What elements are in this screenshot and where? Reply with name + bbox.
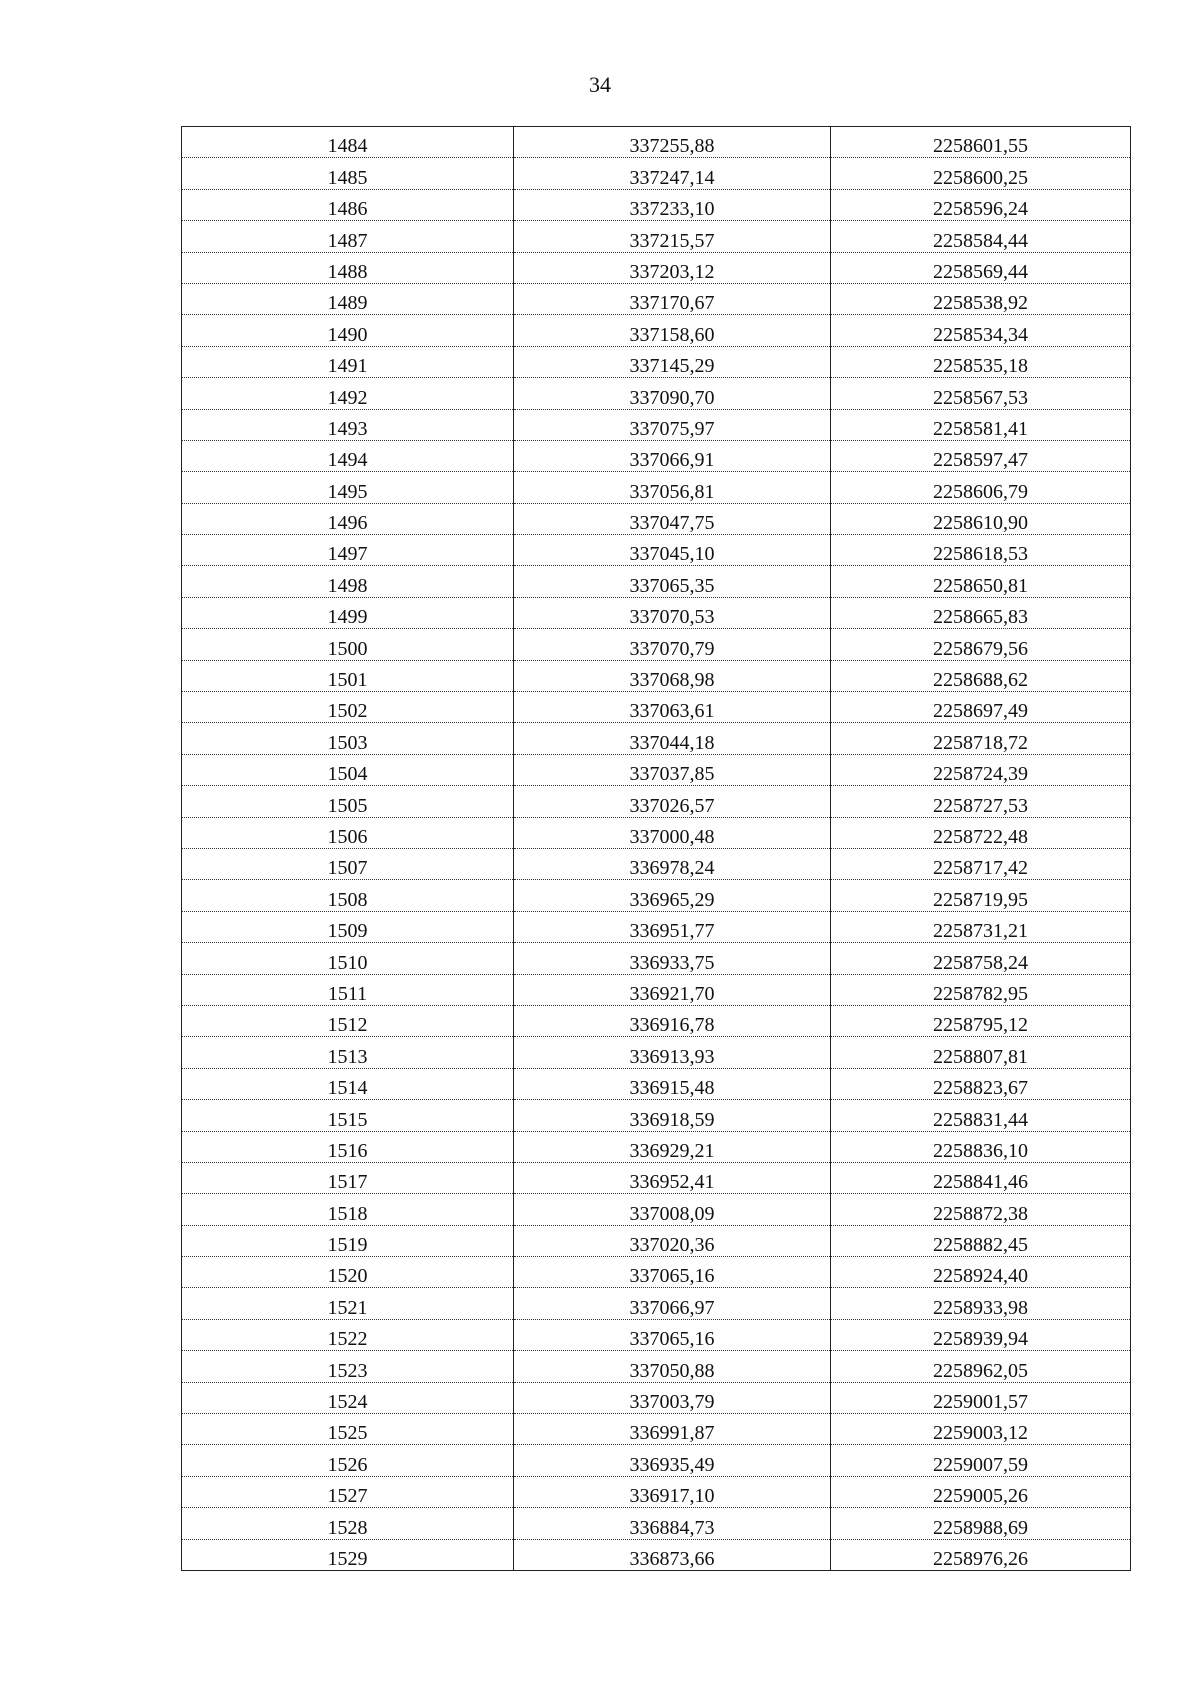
point-number-cell: 1517 <box>182 1162 514 1193</box>
y-coordinate-cell: 2258807,81 <box>831 1037 1131 1068</box>
y-coordinate-cell: 2258535,18 <box>831 346 1131 377</box>
point-number-cell: 1522 <box>182 1319 514 1350</box>
y-coordinate-cell: 2258665,83 <box>831 597 1131 628</box>
table-row <box>182 535 1131 566</box>
table-row <box>182 754 1131 785</box>
x-coordinate-cell: 337233,10 <box>514 189 831 220</box>
y-coordinate-cell: 2259003,12 <box>831 1414 1131 1445</box>
point-number-cell: 1505 <box>182 786 514 817</box>
y-coordinate-cell: 2258939,94 <box>831 1319 1131 1350</box>
table-row <box>182 283 1131 314</box>
point-number-cell: 1508 <box>182 880 514 911</box>
x-coordinate-cell: 337070,79 <box>514 629 831 660</box>
point-number-cell: 1523 <box>182 1351 514 1382</box>
x-coordinate-cell: 337075,97 <box>514 409 831 440</box>
y-coordinate-cell: 2258606,79 <box>831 472 1131 503</box>
y-coordinate-cell: 2258831,44 <box>831 1100 1131 1131</box>
y-coordinate-cell: 2258610,90 <box>831 503 1131 534</box>
x-coordinate-cell: 336952,41 <box>514 1162 831 1193</box>
table-row <box>182 848 1131 879</box>
table-row <box>182 597 1131 628</box>
y-coordinate-cell: 2258679,56 <box>831 629 1131 660</box>
point-number-cell: 1527 <box>182 1476 514 1507</box>
point-number-cell: 1525 <box>182 1414 514 1445</box>
point-number-cell: 1519 <box>182 1225 514 1256</box>
point-number-cell: 1500 <box>182 629 514 660</box>
y-coordinate-cell: 2258581,41 <box>831 409 1131 440</box>
table-row <box>182 974 1131 1005</box>
x-coordinate-cell: 337000,48 <box>514 817 831 848</box>
table-row <box>182 378 1131 409</box>
y-coordinate-cell: 2258596,24 <box>831 189 1131 220</box>
x-coordinate-cell: 337026,57 <box>514 786 831 817</box>
y-coordinate-cell: 2258933,98 <box>831 1288 1131 1319</box>
point-number-cell: 1488 <box>182 252 514 283</box>
x-coordinate-cell: 337255,88 <box>514 127 831 158</box>
y-coordinate-cell: 2258962,05 <box>831 1351 1131 1382</box>
table-row <box>182 1005 1131 1036</box>
table-row <box>182 786 1131 817</box>
y-coordinate-cell: 2258597,47 <box>831 440 1131 471</box>
x-coordinate-cell: 337037,85 <box>514 754 831 785</box>
coordinates-table-body <box>182 127 1131 1571</box>
point-number-cell: 1495 <box>182 472 514 503</box>
x-coordinate-cell: 336915,48 <box>514 1068 831 1099</box>
point-number-cell: 1496 <box>182 503 514 534</box>
point-number-cell: 1491 <box>182 346 514 377</box>
x-coordinate-cell: 336965,29 <box>514 880 831 911</box>
table-row <box>182 252 1131 283</box>
table-row <box>182 1382 1131 1413</box>
table-row <box>182 472 1131 503</box>
table-row <box>182 566 1131 597</box>
point-number-cell: 1510 <box>182 943 514 974</box>
point-number-cell: 1515 <box>182 1100 514 1131</box>
coordinates-table <box>181 126 1131 1571</box>
x-coordinate-cell: 337008,09 <box>514 1194 831 1225</box>
table-row <box>182 723 1131 754</box>
point-number-cell: 1528 <box>182 1508 514 1539</box>
point-number-cell: 1492 <box>182 378 514 409</box>
y-coordinate-cell: 2258697,49 <box>831 692 1131 723</box>
table-row <box>182 346 1131 377</box>
point-number-cell: 1526 <box>182 1445 514 1476</box>
table-row <box>182 127 1131 158</box>
table-row <box>182 503 1131 534</box>
point-number-cell: 1511 <box>182 974 514 1005</box>
x-coordinate-cell: 336991,87 <box>514 1414 831 1445</box>
table-row <box>182 629 1131 660</box>
point-number-cell: 1514 <box>182 1068 514 1099</box>
x-coordinate-cell: 337070,53 <box>514 597 831 628</box>
table-row <box>182 409 1131 440</box>
point-number-cell: 1513 <box>182 1037 514 1068</box>
x-coordinate-cell: 336916,78 <box>514 1005 831 1036</box>
point-number-cell: 1487 <box>182 221 514 252</box>
x-coordinate-cell: 337247,14 <box>514 158 831 189</box>
x-coordinate-cell: 337090,70 <box>514 378 831 409</box>
table-row <box>182 315 1131 346</box>
table-row <box>182 1162 1131 1193</box>
x-coordinate-cell: 337068,98 <box>514 660 831 691</box>
point-number-cell: 1512 <box>182 1005 514 1036</box>
table-row <box>182 189 1131 220</box>
x-coordinate-cell: 336918,59 <box>514 1100 831 1131</box>
x-coordinate-cell: 337065,16 <box>514 1257 831 1288</box>
point-number-cell: 1507 <box>182 848 514 879</box>
y-coordinate-cell: 2258534,34 <box>831 315 1131 346</box>
x-coordinate-cell: 337066,97 <box>514 1288 831 1319</box>
y-coordinate-cell: 2258601,55 <box>831 127 1131 158</box>
table-row <box>182 880 1131 911</box>
table-row <box>182 692 1131 723</box>
x-coordinate-cell: 336951,77 <box>514 911 831 942</box>
x-coordinate-cell: 336917,10 <box>514 1476 831 1507</box>
y-coordinate-cell: 2258882,45 <box>831 1225 1131 1256</box>
table-row <box>182 1288 1131 1319</box>
y-coordinate-cell: 2258823,67 <box>831 1068 1131 1099</box>
y-coordinate-cell: 2258567,53 <box>831 378 1131 409</box>
y-coordinate-cell: 2258688,62 <box>831 660 1131 691</box>
x-coordinate-cell: 337044,18 <box>514 723 831 754</box>
x-coordinate-cell: 337203,12 <box>514 252 831 283</box>
x-coordinate-cell: 337056,81 <box>514 472 831 503</box>
table-row <box>182 1319 1131 1350</box>
x-coordinate-cell: 336873,66 <box>514 1539 831 1570</box>
point-number-cell: 1504 <box>182 754 514 785</box>
table-row <box>182 1351 1131 1382</box>
x-coordinate-cell: 337050,88 <box>514 1351 831 1382</box>
y-coordinate-cell: 2258538,92 <box>831 283 1131 314</box>
table-row <box>182 221 1131 252</box>
table-row <box>182 1257 1131 1288</box>
y-coordinate-cell: 2258650,81 <box>831 566 1131 597</box>
y-coordinate-cell: 2258872,38 <box>831 1194 1131 1225</box>
y-coordinate-cell: 2258724,39 <box>831 754 1131 785</box>
y-coordinate-cell: 2258584,44 <box>831 221 1131 252</box>
point-number-cell: 1524 <box>182 1382 514 1413</box>
x-coordinate-cell: 337003,79 <box>514 1382 831 1413</box>
table-row <box>182 1225 1131 1256</box>
x-coordinate-cell: 337145,29 <box>514 346 831 377</box>
point-number-cell: 1485 <box>182 158 514 189</box>
table-row <box>182 1194 1131 1225</box>
y-coordinate-cell: 2258924,40 <box>831 1257 1131 1288</box>
point-number-cell: 1498 <box>182 566 514 597</box>
x-coordinate-cell: 336929,21 <box>514 1131 831 1162</box>
y-coordinate-cell: 2258836,10 <box>831 1131 1131 1162</box>
y-coordinate-cell: 2258758,24 <box>831 943 1131 974</box>
point-number-cell: 1497 <box>182 535 514 566</box>
x-coordinate-cell: 337063,61 <box>514 692 831 723</box>
point-number-cell: 1506 <box>182 817 514 848</box>
table-row <box>182 911 1131 942</box>
x-coordinate-cell: 337020,36 <box>514 1225 831 1256</box>
table-row <box>182 440 1131 471</box>
x-coordinate-cell: 336935,49 <box>514 1445 831 1476</box>
table-row <box>182 1037 1131 1068</box>
y-coordinate-cell: 2258717,42 <box>831 848 1131 879</box>
point-number-cell: 1499 <box>182 597 514 628</box>
x-coordinate-cell: 337158,60 <box>514 315 831 346</box>
y-coordinate-cell: 2258988,69 <box>831 1508 1131 1539</box>
table-row <box>182 1414 1131 1445</box>
point-number-cell: 1490 <box>182 315 514 346</box>
x-coordinate-cell: 337065,16 <box>514 1319 831 1350</box>
table-row <box>182 1445 1131 1476</box>
point-number-cell: 1518 <box>182 1194 514 1225</box>
x-coordinate-cell: 337047,75 <box>514 503 831 534</box>
x-coordinate-cell: 337066,91 <box>514 440 831 471</box>
y-coordinate-cell: 2258841,46 <box>831 1162 1131 1193</box>
table-row <box>182 1508 1131 1539</box>
table-row <box>182 943 1131 974</box>
y-coordinate-cell: 2258727,53 <box>831 786 1131 817</box>
table-row <box>182 1476 1131 1507</box>
y-coordinate-cell: 2259005,26 <box>831 1476 1131 1507</box>
point-number-cell: 1502 <box>182 692 514 723</box>
point-number-cell: 1493 <box>182 409 514 440</box>
table-row <box>182 1131 1131 1162</box>
point-number-cell: 1529 <box>182 1539 514 1570</box>
y-coordinate-cell: 2258719,95 <box>831 880 1131 911</box>
point-number-cell: 1501 <box>182 660 514 691</box>
page-number: 34 <box>589 72 611 97</box>
y-coordinate-cell: 2258600,25 <box>831 158 1131 189</box>
x-coordinate-cell: 337170,67 <box>514 283 831 314</box>
point-number-cell: 1516 <box>182 1131 514 1162</box>
x-coordinate-cell: 336921,70 <box>514 974 831 1005</box>
point-number-cell: 1509 <box>182 911 514 942</box>
table-row <box>182 1068 1131 1099</box>
table-row <box>182 158 1131 189</box>
y-coordinate-cell: 2258976,26 <box>831 1539 1131 1570</box>
x-coordinate-cell: 337215,57 <box>514 221 831 252</box>
y-coordinate-cell: 2258795,12 <box>831 1005 1131 1036</box>
x-coordinate-cell: 336913,93 <box>514 1037 831 1068</box>
table-row <box>182 1539 1131 1570</box>
point-number-cell: 1484 <box>182 127 514 158</box>
y-coordinate-cell: 2258718,72 <box>831 723 1131 754</box>
y-coordinate-cell: 2258782,95 <box>831 974 1131 1005</box>
y-coordinate-cell: 2259001,57 <box>831 1382 1131 1413</box>
point-number-cell: 1489 <box>182 283 514 314</box>
point-number-cell: 1494 <box>182 440 514 471</box>
point-number-cell: 1486 <box>182 189 514 220</box>
y-coordinate-cell: 2258722,48 <box>831 817 1131 848</box>
table-row <box>182 1100 1131 1131</box>
x-coordinate-cell: 336978,24 <box>514 848 831 879</box>
point-number-cell: 1503 <box>182 723 514 754</box>
x-coordinate-cell: 337065,35 <box>514 566 831 597</box>
y-coordinate-cell: 2258569,44 <box>831 252 1131 283</box>
point-number-cell: 1520 <box>182 1257 514 1288</box>
x-coordinate-cell: 336884,73 <box>514 1508 831 1539</box>
table-row <box>182 817 1131 848</box>
table-row <box>182 660 1131 691</box>
x-coordinate-cell: 337045,10 <box>514 535 831 566</box>
y-coordinate-cell: 2259007,59 <box>831 1445 1131 1476</box>
point-number-cell: 1521 <box>182 1288 514 1319</box>
y-coordinate-cell: 2258731,21 <box>831 911 1131 942</box>
y-coordinate-cell: 2258618,53 <box>831 535 1131 566</box>
x-coordinate-cell: 336933,75 <box>514 943 831 974</box>
